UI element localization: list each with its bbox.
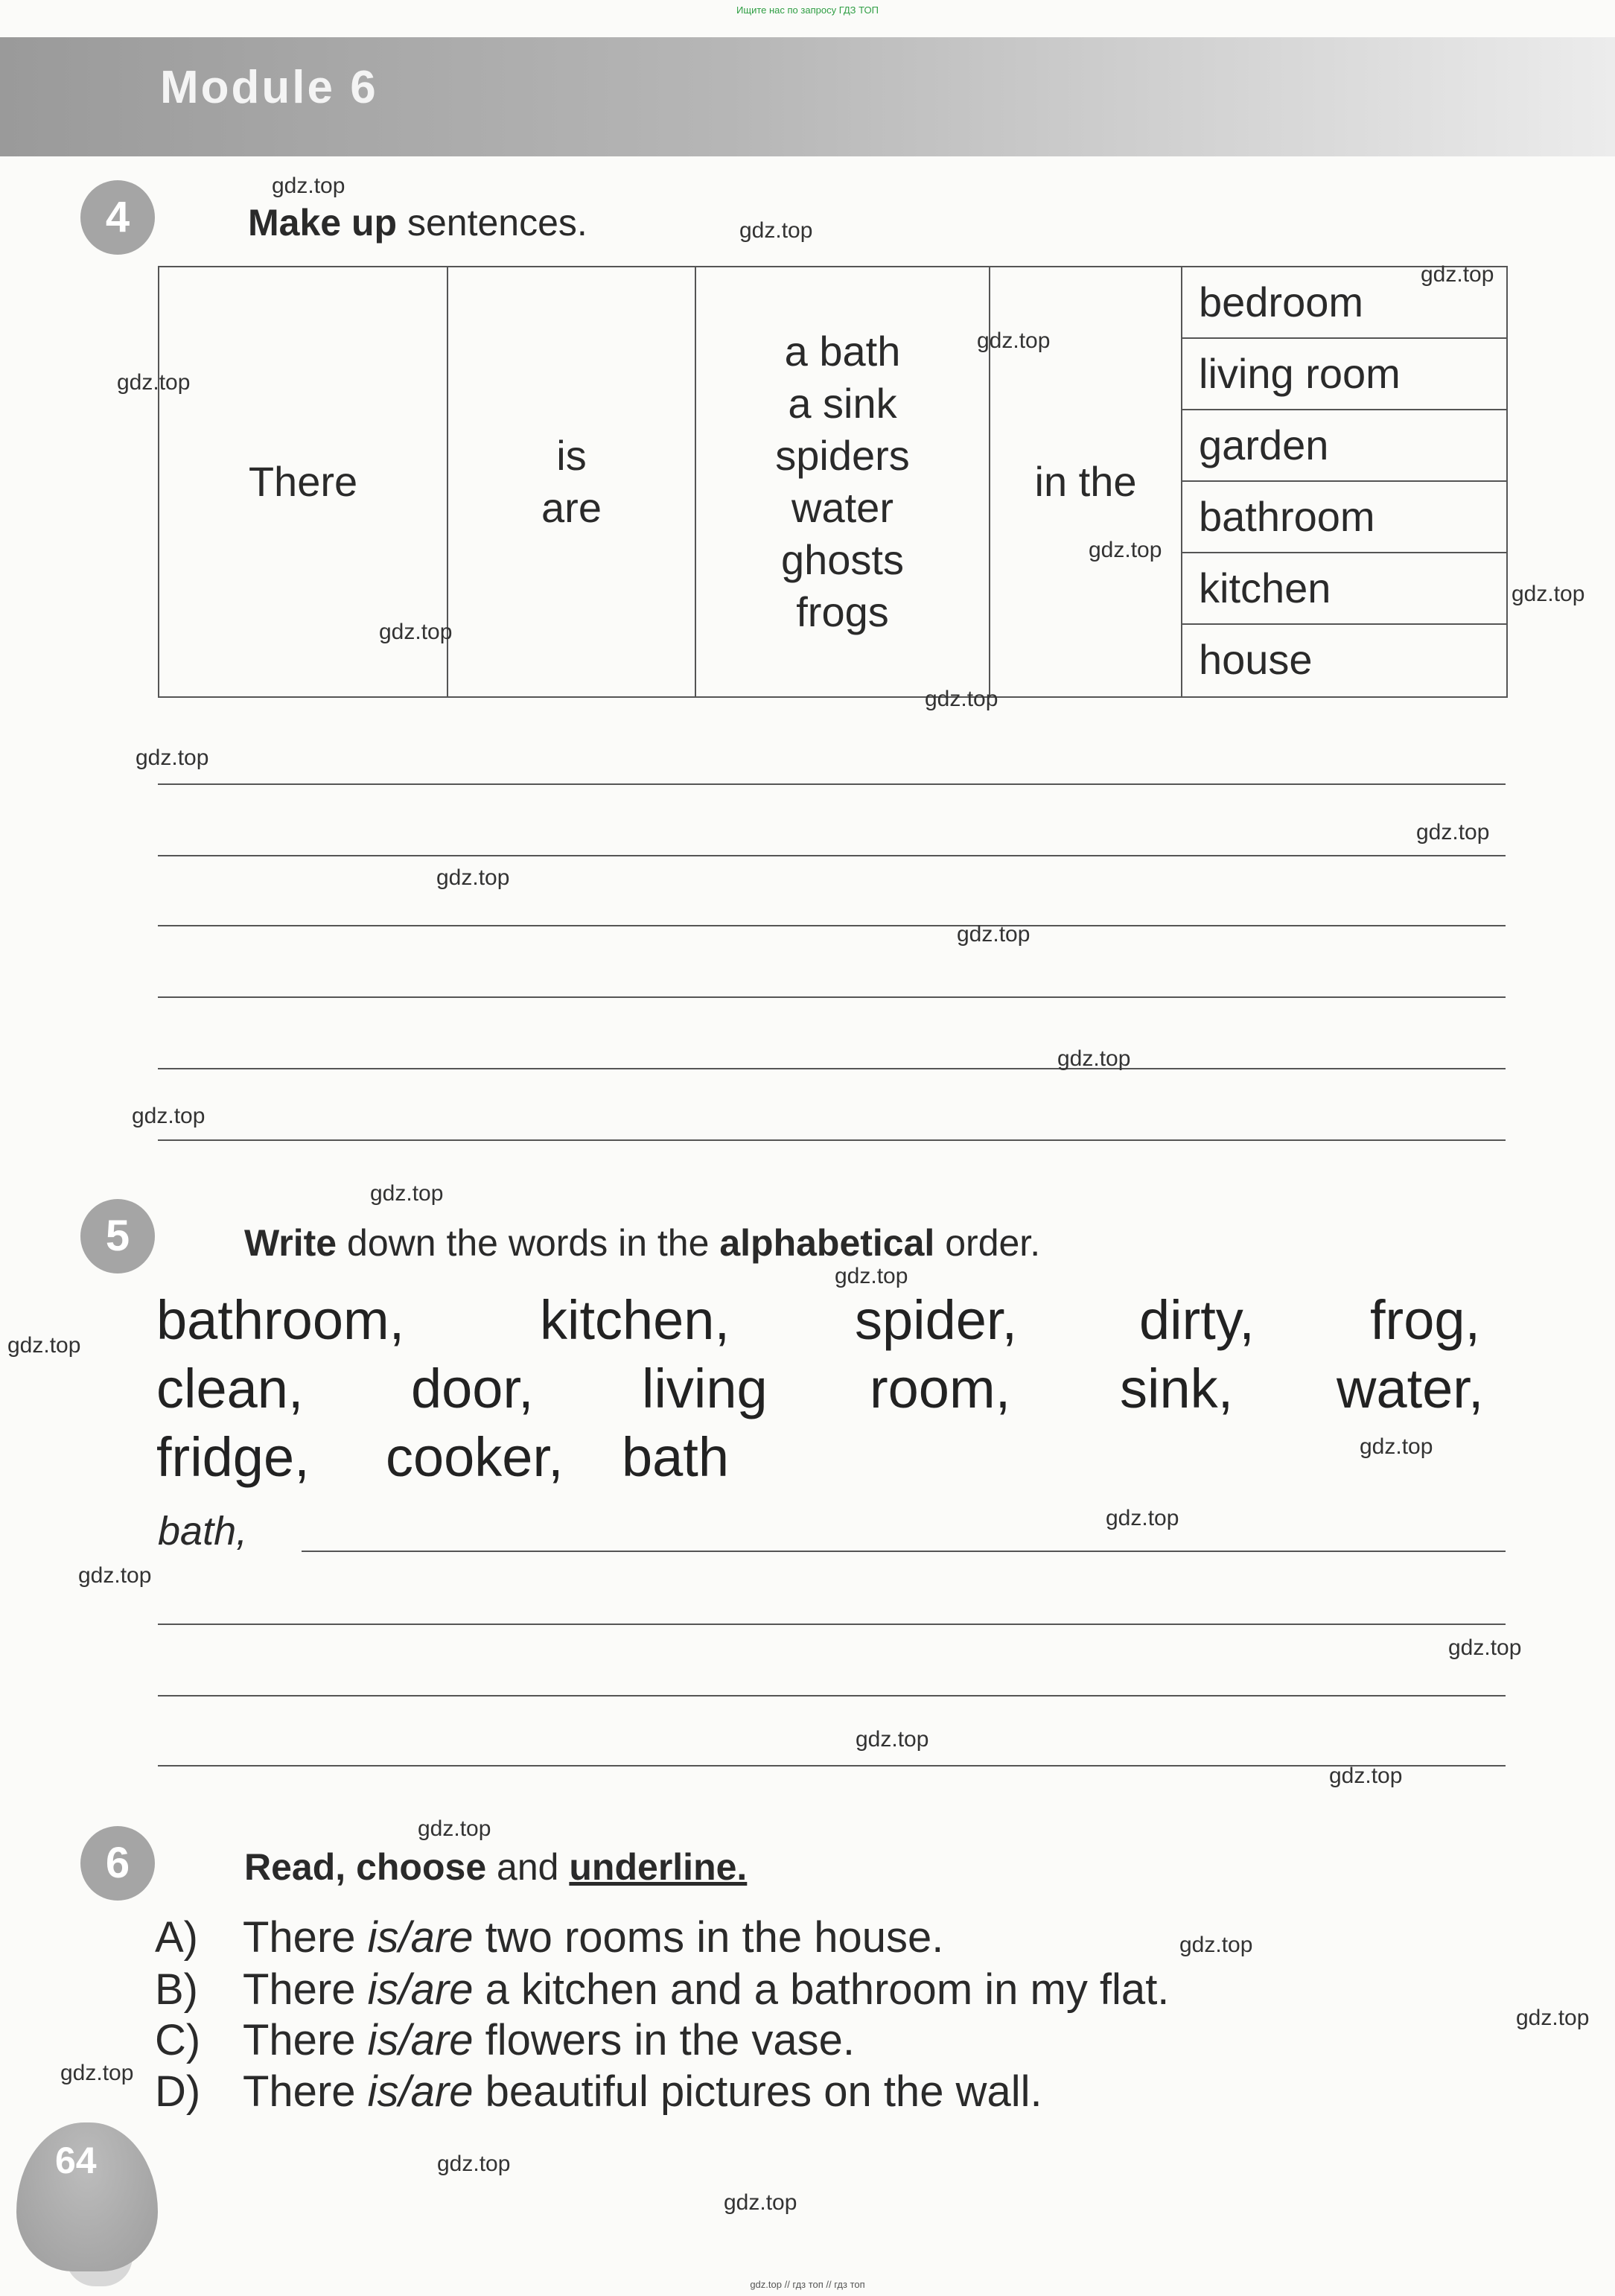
table-col-preposition: in the [990,267,1182,696]
watermark: gdz.top [1089,538,1162,562]
answer-line[interactable] [158,1695,1506,1696]
word: frog, [1370,1289,1481,1351]
watermark: gdz.top [437,2152,511,2176]
choice-option[interactable]: is/are [367,2016,474,2064]
watermark: gdz.top [724,2190,797,2215]
word: cooker, [386,1426,564,1488]
instruction-text: sentences. [407,202,587,244]
word: dirty, [1139,1289,1255,1351]
watermark: gdz.top [1179,1933,1253,1957]
exercise-5-number: 5 [80,1199,155,1273]
watermark: gdz.top [418,1816,491,1841]
answer-line[interactable] [158,925,1506,926]
exercise-6-number: 6 [80,1826,155,1901]
word: room, [870,1358,1011,1419]
answer-line[interactable] [158,1765,1506,1766]
watermark: gdz.top [977,328,1051,353]
answer-line[interactable] [158,1068,1506,1069]
exercise-4-number: 4 [80,180,155,255]
watermark: gdz.top [957,922,1031,947]
instruction-bold: Make up [248,202,398,244]
watermark: gdz.top [436,865,510,890]
watermark: gdz.top [1329,1764,1403,1788]
top-note: Ищите нас по запросу ГДЗ ТОП [736,4,879,16]
exercise-6-instruction: Read, choose and underline. [244,1846,748,1888]
exercise-6-item: B) There is/are a kitchen and a bathroom in my flat. [155,1965,1170,2014]
room-cell: kitchen [1182,553,1506,625]
word: bathroom, [156,1289,405,1351]
table-col-objects: a bath a sink spiders water ghosts frogs [696,267,990,696]
room-cell: bathroom [1182,482,1506,553]
watermark: gdz.top [1360,1434,1433,1459]
word: water, [1337,1358,1484,1419]
choice-option[interactable]: is/are [367,2067,474,2116]
answer-line[interactable] [158,783,1506,785]
watermark: gdz.top [856,1727,929,1752]
watermark: gdz.top [60,2061,134,2085]
watermark: gdz.top [1448,1635,1522,1660]
word: bath [622,1426,730,1488]
answer-start-word: bath, [158,1509,248,1554]
answer-line[interactable] [158,855,1506,856]
module-title: Module 6 [160,62,378,113]
watermark: gdz.top [835,1264,908,1288]
answer-line[interactable] [158,1139,1506,1141]
table-col-verb: is are [448,267,696,696]
choice-option[interactable]: is/are [367,1965,474,2014]
watermark: gdz.top [370,1181,444,1206]
bottom-note: gdz.top // гдз топ // гдз топ [750,2279,865,2290]
word: door, [411,1358,534,1419]
table-col-rooms [1182,267,1506,696]
word: kitchen, [540,1289,730,1351]
room-cell: living room [1182,339,1506,410]
room-cell: house [1199,636,1313,683]
room-cell: bedroom [1182,267,1506,339]
word: fridge, [156,1426,310,1488]
answer-line[interactable] [158,996,1506,998]
watermark: gdz.top [1516,2006,1590,2030]
answer-line[interactable] [158,1624,1506,1625]
watermark: gdz.top [272,174,345,198]
watermark: gdz.top [739,218,813,243]
substitution-table [158,266,1508,698]
page-number-mushroom: 64 [16,2122,158,2271]
word: sink, [1120,1358,1234,1419]
watermark: gdz.top [117,370,191,395]
table-col-subject: There [159,267,448,696]
watermark: gdz.top [136,745,209,770]
exercise-6-item: C) There is/are flowers in the vase. [155,2016,856,2064]
watermark: gdz.top [1106,1506,1179,1530]
exercise-4-instruction [248,201,587,244]
watermark: gdz.top [7,1333,81,1358]
answer-line[interactable] [302,1551,1506,1552]
exercise-6-item: D) There is/are beautiful pictures on the wall. [155,2067,1042,2116]
watermark: gdz.top [1421,262,1494,287]
exercise-6-item: A) There is/are two rooms in the house. [155,1913,944,1962]
exercise-5-instruction: Write down the words in the alphabetical order. [244,1222,1041,1264]
watermark: gdz.top [379,620,453,644]
watermark: gdz.top [78,1563,152,1588]
word-list [0,1288,1615,1497]
word: living [642,1358,768,1419]
watermark: gdz.top [925,687,998,711]
watermark: gdz.top [132,1104,206,1128]
room-cell: garden [1182,410,1506,482]
word: clean, [156,1358,304,1419]
choice-option[interactable]: is/are [367,1913,474,1962]
watermark: gdz.top [1057,1046,1131,1071]
watermark: gdz.top [1512,582,1585,606]
word: spider, [855,1289,1018,1351]
watermark: gdz.top [1416,820,1490,845]
